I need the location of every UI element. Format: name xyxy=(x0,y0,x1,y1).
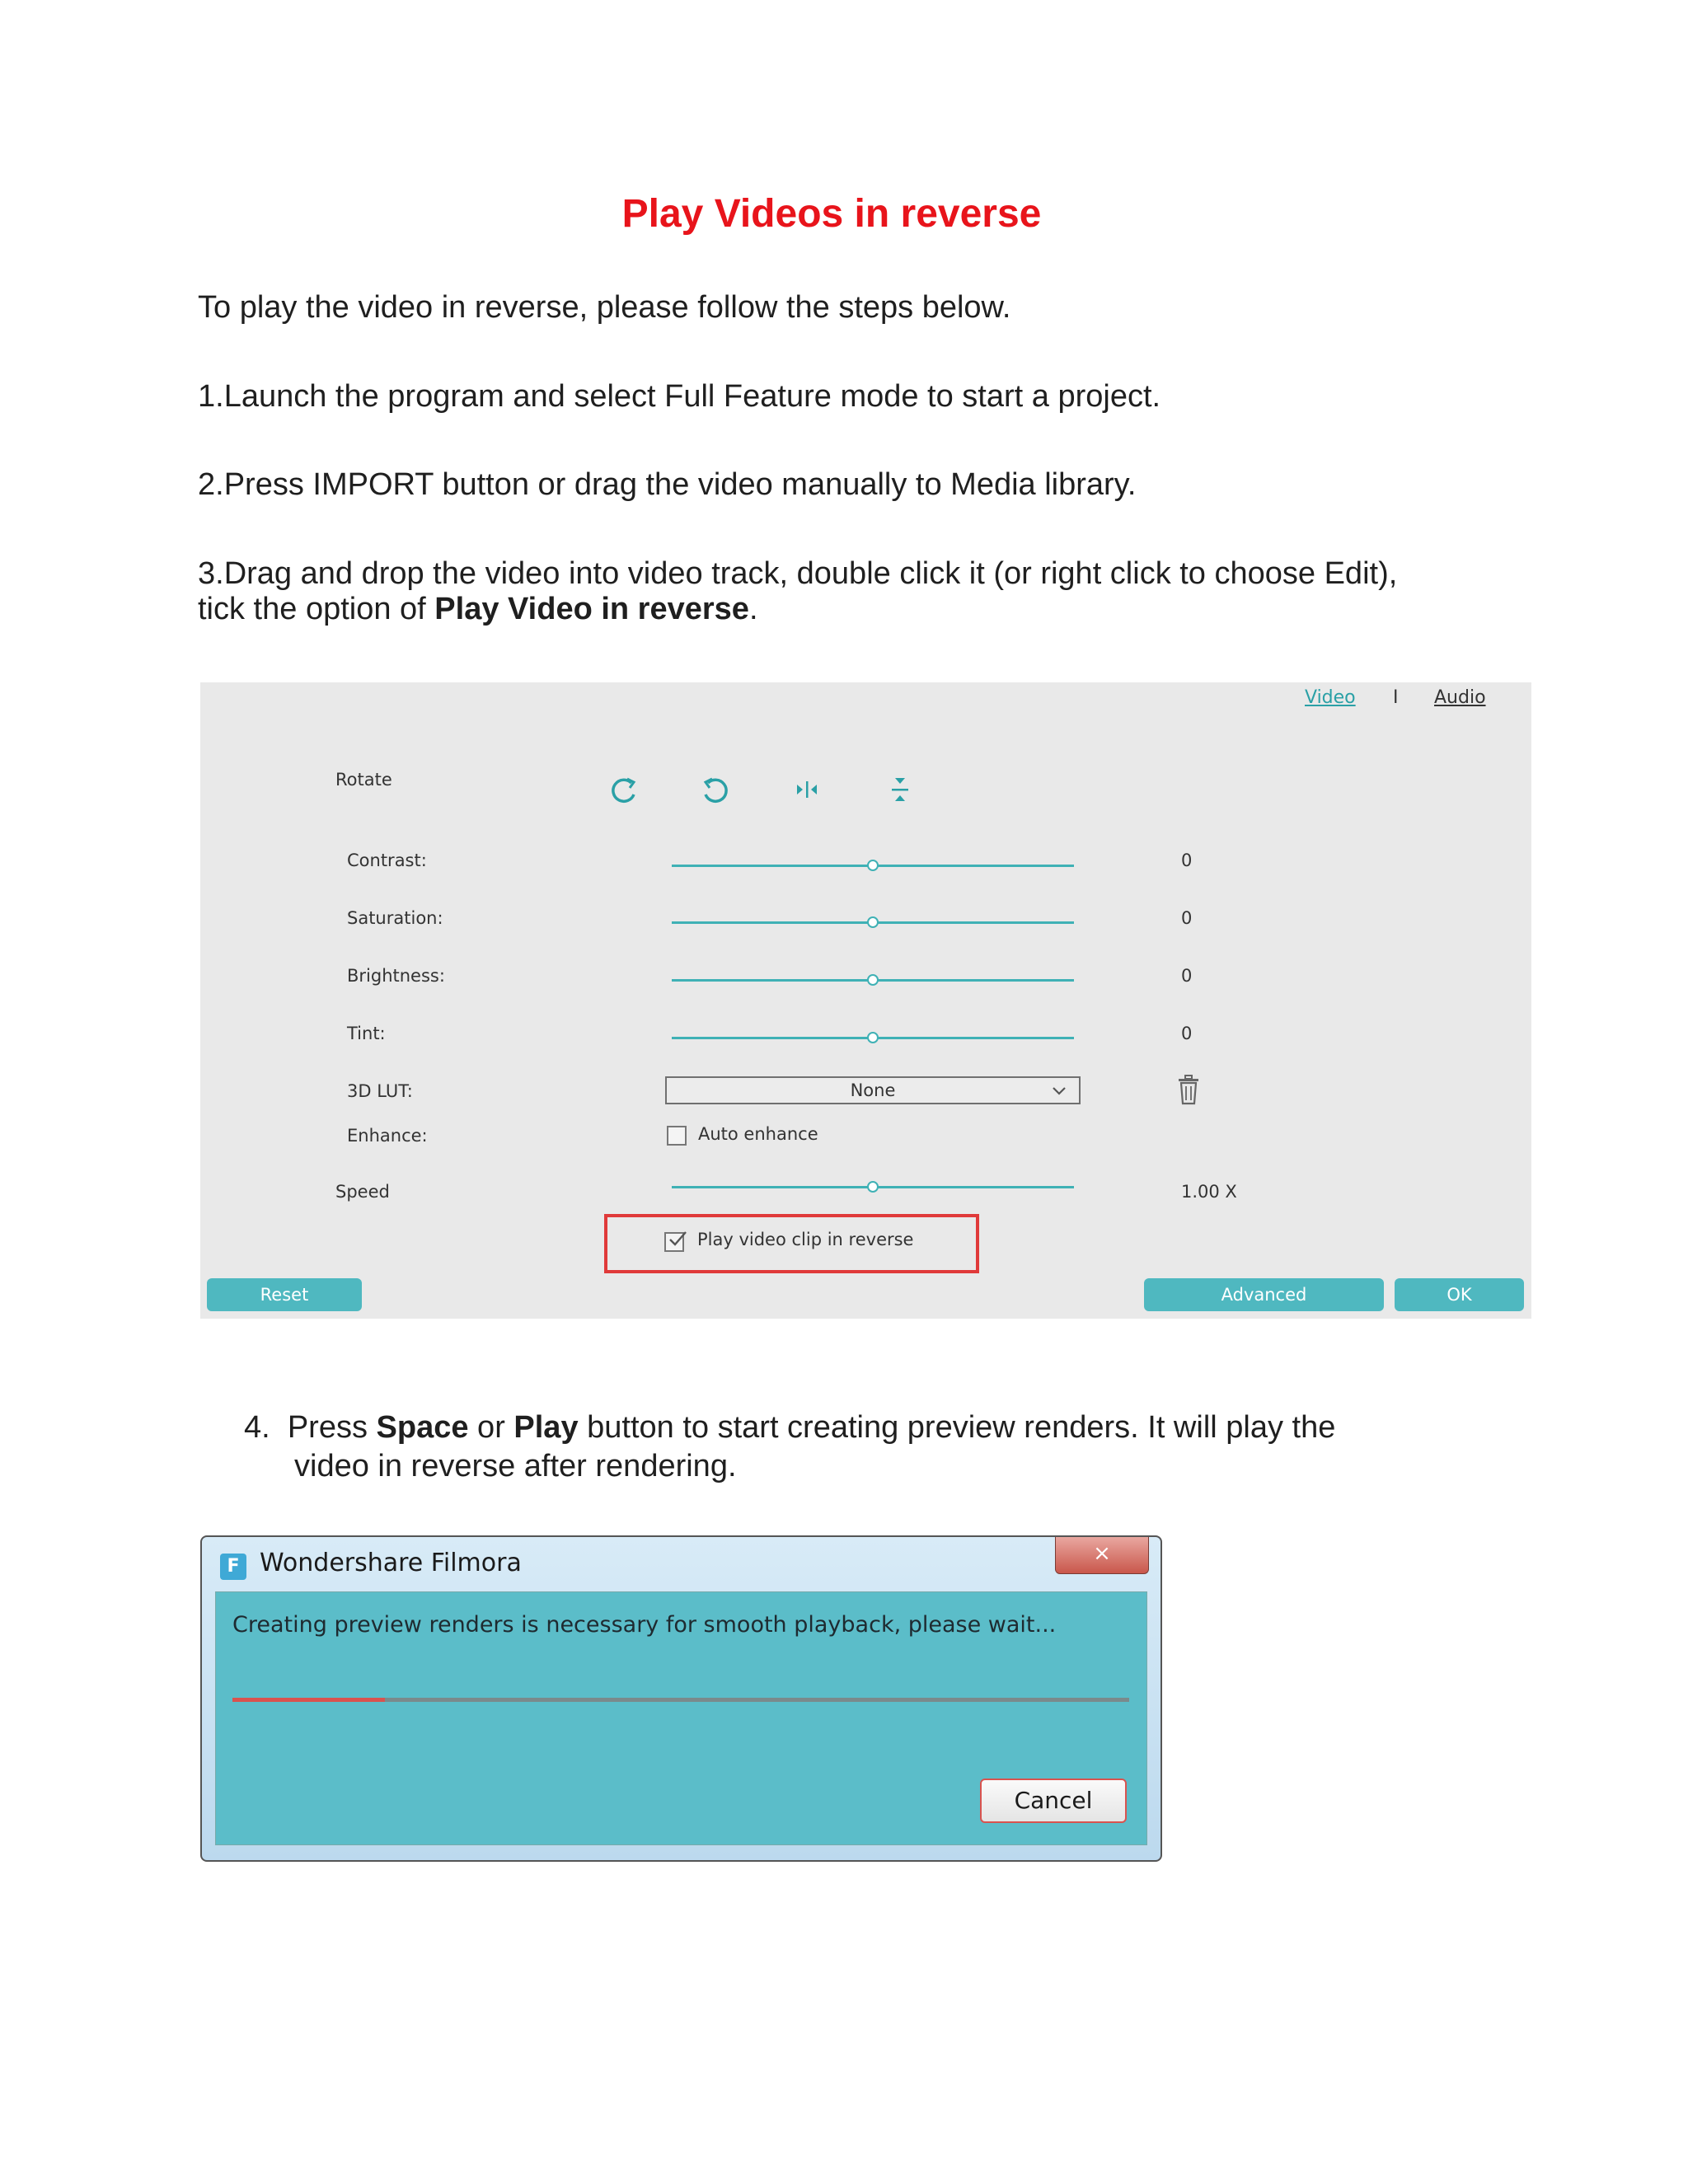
advanced-button[interactable]: Advanced xyxy=(1144,1278,1384,1311)
intro-text: To play the video in reverse, please follow the steps below. xyxy=(198,290,1011,325)
step-4-bold-play: Play xyxy=(513,1410,579,1445)
step-3-text xyxy=(198,556,1550,627)
step-4-bold-space: Space xyxy=(376,1410,469,1445)
trash-icon[interactable] xyxy=(1174,1075,1203,1106)
dialog-message: Creating preview renders is necessary for smooth playback, please wait... xyxy=(232,1612,1057,1638)
dialog-body xyxy=(215,1591,1147,1845)
tab-separator: I xyxy=(1393,687,1399,708)
tab-audio[interactable]: Audio xyxy=(1434,687,1486,708)
tint-slider-knob[interactable] xyxy=(867,1032,879,1043)
close-button[interactable] xyxy=(1055,1537,1149,1574)
brightness-slider[interactable] xyxy=(672,979,1074,982)
speed-slider[interactable] xyxy=(672,1186,1074,1188)
cancel-button[interactable]: Cancel xyxy=(980,1779,1127,1823)
step-4-prefix: Press xyxy=(287,1410,377,1445)
speed-slider-knob[interactable] xyxy=(867,1181,879,1193)
tab-video[interactable]: Video xyxy=(1305,687,1356,708)
step-3-bold-option: Play Video in reverse xyxy=(434,592,749,626)
step-3-line-2 xyxy=(198,592,1550,627)
close-icon: × xyxy=(1093,1541,1111,1566)
edit-panel-screenshot xyxy=(200,682,1531,1319)
step-3-line-2-suffix: . xyxy=(748,592,758,626)
render-dialog-screenshot xyxy=(200,1535,1162,1862)
speed-value: 1.00 X xyxy=(1181,1182,1237,1202)
step-4-text xyxy=(244,1410,1530,1484)
step-1-text: 1.Launch the program and select Full Feature mode to start a project. xyxy=(198,379,1161,414)
page-title: Play Videos in reverse xyxy=(621,192,1042,236)
lut-selected-value: None xyxy=(850,1080,896,1100)
chevron-down-icon xyxy=(1051,1078,1067,1103)
flip-horizontal-icon[interactable] xyxy=(789,771,825,808)
contrast-slider[interactable] xyxy=(672,865,1074,867)
tint-value: 0 xyxy=(1181,1024,1193,1043)
auto-enhance-checkbox[interactable] xyxy=(667,1126,687,1146)
reset-button[interactable]: Reset xyxy=(207,1278,362,1311)
ok-button[interactable]: OK xyxy=(1395,1278,1524,1311)
lut-label: 3D LUT: xyxy=(347,1081,413,1101)
filmora-app-icon: F xyxy=(220,1554,246,1580)
step-4-number: 4. xyxy=(244,1410,270,1445)
contrast-value: 0 xyxy=(1181,851,1193,870)
saturation-slider[interactable] xyxy=(672,921,1074,924)
step-2-text: 2.Press IMPORT button or drag the video manually to Media library. xyxy=(198,467,1137,502)
flip-vertical-icon[interactable] xyxy=(882,771,918,808)
step-3-line-1: 3.Drag and drop the video into video track, double click it (or right click to choose Edit), xyxy=(198,556,1398,591)
tint-label: Tint: xyxy=(347,1024,386,1043)
rotate-clockwise-icon[interactable] xyxy=(606,771,642,808)
enhance-label: Enhance: xyxy=(347,1126,428,1146)
brightness-label: Brightness: xyxy=(347,966,445,986)
auto-enhance-label: Auto enhance xyxy=(698,1124,818,1144)
step-4-mid-1: or xyxy=(468,1410,514,1445)
checkmark-icon xyxy=(667,1229,688,1250)
saturation-slider-knob[interactable] xyxy=(867,916,879,928)
step-4-mid-2: button to start creating preview renders. It will play the xyxy=(578,1410,1336,1445)
step-4-line-1 xyxy=(244,1410,1530,1446)
render-progress-bar xyxy=(232,1698,1129,1702)
brightness-value: 0 xyxy=(1181,966,1193,986)
play-reverse-label: Play video clip in reverse xyxy=(697,1230,914,1249)
dialog-title: Wondershare Filmora xyxy=(260,1549,522,1577)
step-4-line-2: video in reverse after rendering. xyxy=(294,1449,737,1483)
render-progress-fill xyxy=(232,1698,385,1702)
tint-slider[interactable] xyxy=(672,1037,1074,1039)
contrast-label: Contrast: xyxy=(347,851,427,870)
play-reverse-checkbox[interactable] xyxy=(664,1232,684,1252)
contrast-slider-knob[interactable] xyxy=(867,860,879,871)
speed-label: Speed xyxy=(335,1182,390,1202)
saturation-label: Saturation: xyxy=(347,908,443,928)
lut-dropdown[interactable] xyxy=(665,1076,1081,1104)
rotate-label: Rotate xyxy=(335,770,392,790)
brightness-slider-knob[interactable] xyxy=(867,974,879,986)
step-3-line-2-prefix: tick the option of xyxy=(198,592,435,626)
rotate-counterclockwise-icon[interactable] xyxy=(697,771,734,808)
saturation-value: 0 xyxy=(1181,908,1193,928)
